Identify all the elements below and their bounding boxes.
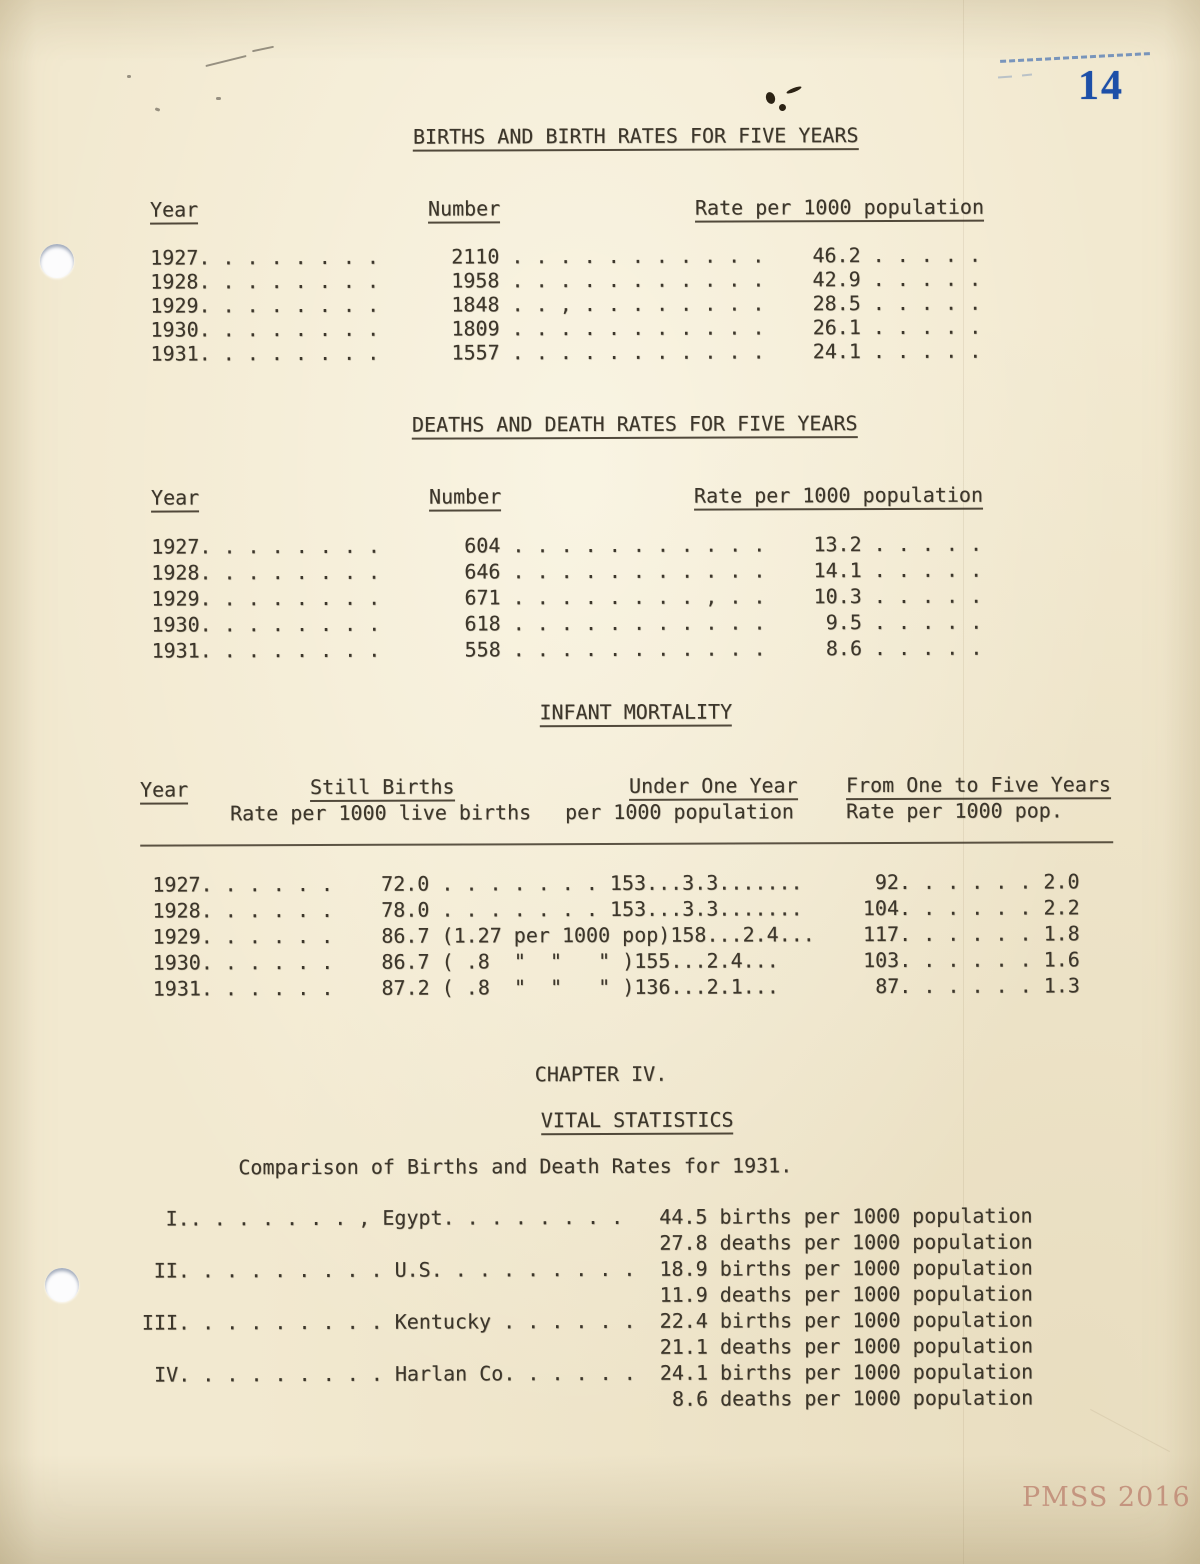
list-item: 27.8 deaths per 1000 population [141,1229,1033,1257]
infant-table-title [0,698,1200,729]
list-item: I.. . . . . . . , Egypt. . . . . . . . 44.5 births per 1000 population [141,1203,1033,1231]
table-row: 1927. . . . . . . . 604 . . . . . . . . . . . 13.2 . . . . . [151,531,983,559]
infant-col-year: Year [140,777,188,804]
infant-table-rows [152,868,1080,1001]
deaths-table-title-text: DEATHS AND DEATH RATES FOR FIVE YEARS [412,411,858,440]
chapter-subheading-text: VITAL STATISTICS [541,1108,734,1136]
list-item: IV. . . . . . . . . Harlan Co. . . . . . 24.1 births per 1000 population [142,1359,1034,1387]
births-col-year: Year [150,197,198,224]
table-row: 1928. . . . . . . . 646 . . . . . . . . . . . 14.1 . . . . . [151,557,983,585]
births-table-title [0,122,1200,153]
table-row: 1927. . . . . . 72.0 . . . . . . . 153...3.3....... 92. . . . . . 2.0 [152,869,1080,897]
watermark: PMSS 2016 [1022,1482,1191,1513]
chapter-heading [1,1060,1200,1088]
list-item: 11.9 deaths per 1000 population [141,1281,1033,1309]
page-number: 14 [1078,63,1124,109]
infant-table-title-text: INFANT MORTALITY [539,700,732,728]
table-row: 1928. . . . . . . . 1958 . . . . . . . . . . . 42.9 . . . . . [150,266,982,294]
table-row: 1928. . . . . . 78.0 . . . . . . . 153...3.3....... 104. . . . . . 2.2 [152,895,1080,923]
table-row: 1931. . . . . . 87.2 ( .8 " " " )136...2.1... 87. . . . . . 1.3 [152,973,1080,1001]
births-col-number: Number [428,196,500,223]
deaths-col-year: Year [151,485,199,512]
table-row: 1930. . . . . . 86.7 ( .8 " " " )155...2.4... 103. . . . . . 1.6 [152,947,1080,975]
table-row: 1929. . . . . . 86.7 (1.27 per 1000 pop)158...2.4... 117. . . . . . 1.8 [152,921,1080,949]
table-row: 1927. . . . . . . . 2110 . . . . . . . . . . . 46.2 . . . . . [150,242,982,270]
infant-col-one-five-sub: Rate per 1000 pop. [846,798,1063,824]
list-item: II. . . . . . . . . U.S. . . . . . . . . 18.9 births per 1000 population [141,1255,1033,1283]
deaths-col-rate: Rate per 1000 population [694,483,983,511]
infant-table-divider [140,841,1113,846]
infant-col-still: Still Births [310,775,455,803]
infant-col-under: Under One Year [629,773,798,801]
table-row: 1930. . . . . . . . 618 . . . . . . . . . . . 9.5 . . . . . [151,609,983,637]
births-table-title-text: BIRTHS AND BIRTH RATES FOR FIVE YEARS [413,123,859,152]
chapter-heading-text: CHAPTER IV. [534,1061,668,1087]
table-row: 1930. . . . . . . . 1809 . . . . . . . . . . . 26.1 . . . . . [150,314,982,342]
deaths-table-rows [151,531,982,664]
comparison-list [141,1202,1033,1413]
list-item: III. . . . . . . . . Kentucky . . . . . . 22.4 births per 1000 population [141,1307,1033,1335]
comparison-intro: Comparison of Births and Death Rates for 1931. [238,1153,793,1180]
chapter-subheading [1,1106,1200,1137]
infant-col-still-sub: Rate per 1000 live births [230,800,532,826]
list-item: 21.1 deaths per 1000 population [141,1333,1034,1361]
infant-col-one-five: From One to Five Years [846,772,1111,800]
deaths-table-title [0,410,1200,441]
list-item: 8.6 deaths per 1000 population [142,1385,1034,1413]
table-row: 1931. . . . . . . . 558 . . . . . . . . . . . 8.6 . . . . . [151,635,983,663]
table-row: 1929. . . . . . . . 1848 . . , . . . . . . . . 28.5 . . . . . [150,290,982,318]
table-row: 1929. . . . . . . . 671 . . . . . . . . , . . 10.3 . . . . . [151,583,983,611]
births-table-rows [150,243,981,366]
births-col-rate: Rate per 1000 population [695,195,984,223]
deaths-col-number: Number [429,484,501,511]
infant-col-under-sub: per 1000 population [565,799,794,825]
table-row: 1931. . . . . . . . 1557 . . . . . . . . . . . 24.1 . . . . . [150,338,982,366]
